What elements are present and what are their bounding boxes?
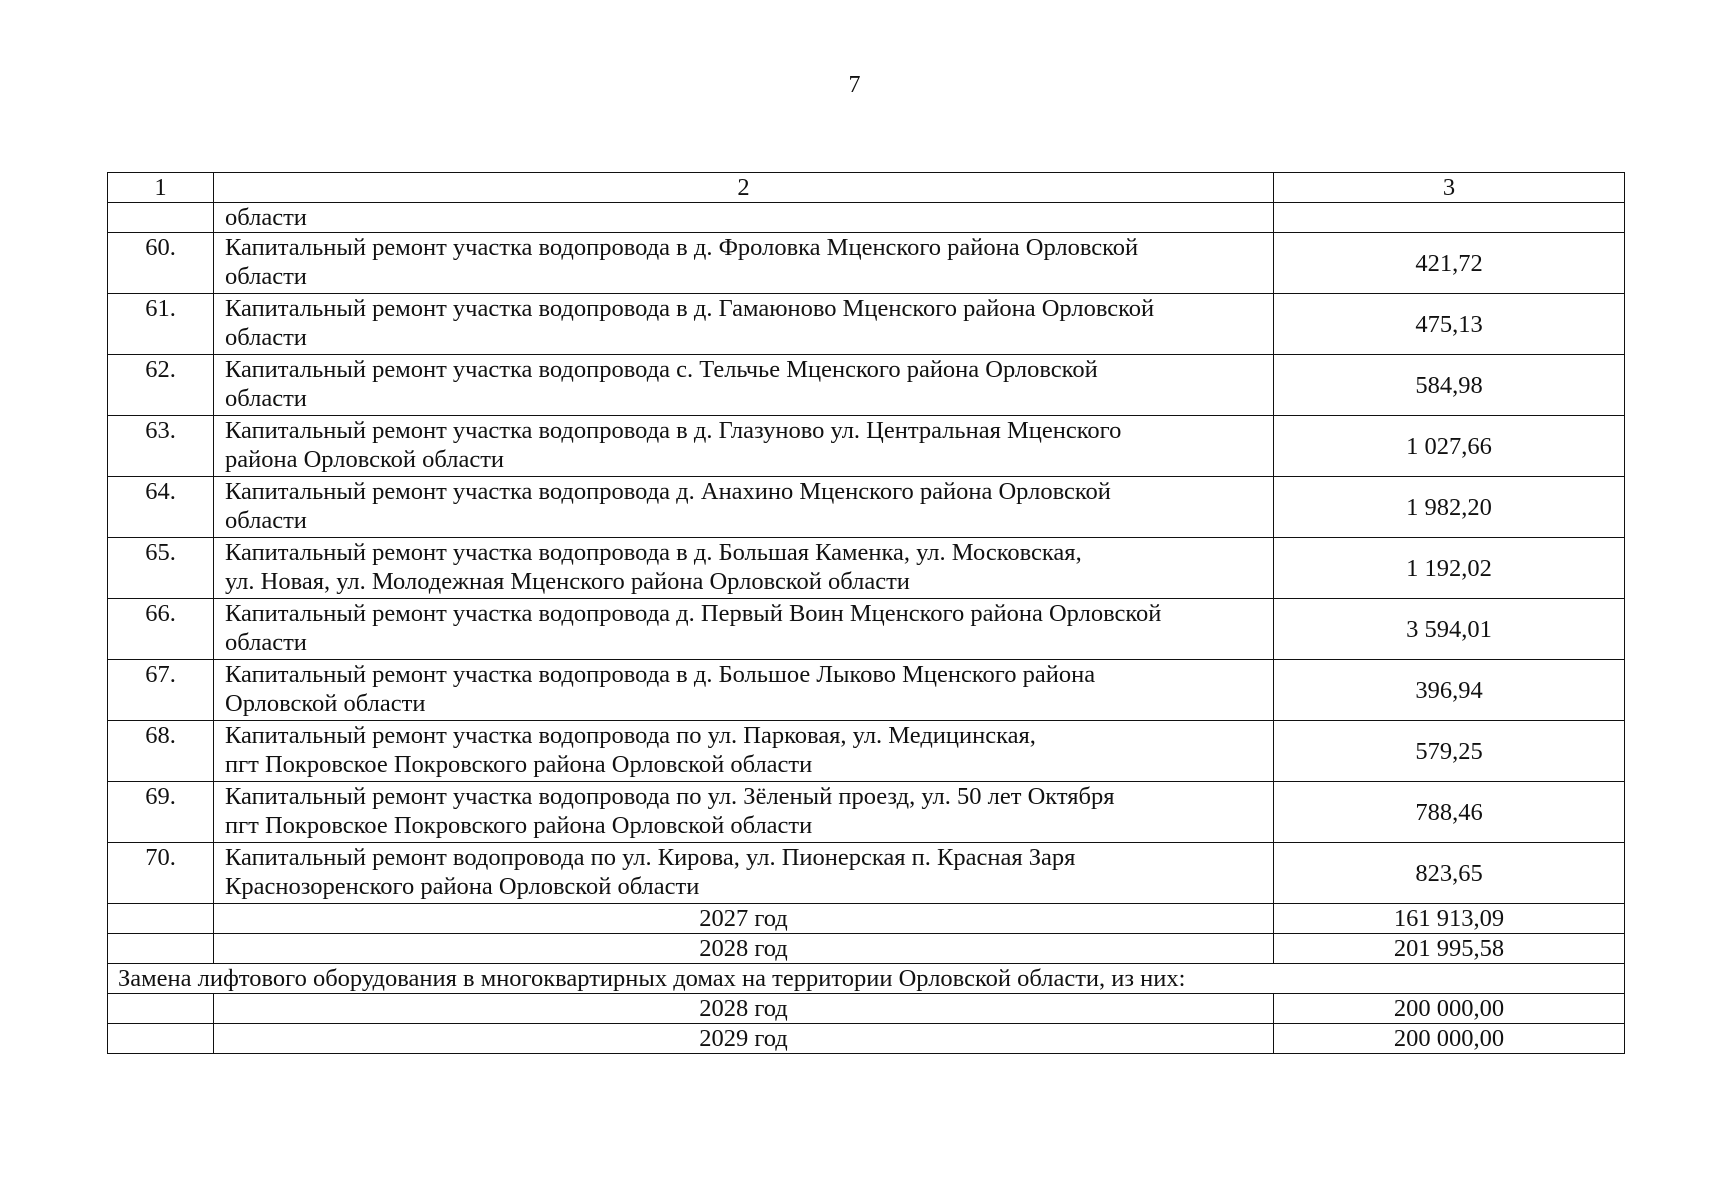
row-description: Капитальный ремонт участка водопровода в д. Большое Лыково Мценского района Орловской области <box>214 660 1274 721</box>
year-label: 2029 год <box>214 1024 1274 1054</box>
year-total-row <box>108 934 1625 964</box>
row-number: 65. <box>108 538 214 599</box>
year-value: 201 995,58 <box>1274 934 1625 964</box>
row-description: Капитальный ремонт участка водопровода в д. Большая Каменка, ул. Московская, ул. Новая, ул. Молодежная Мценского района Орловской области <box>214 538 1274 599</box>
row-number: 60. <box>108 233 214 294</box>
year-row-num-cell <box>108 904 214 934</box>
year-row-num-cell <box>108 1024 214 1054</box>
table-row <box>108 538 1625 599</box>
row-description: Капитальный ремонт участка водопровода д. Анахино Мценского района Орловской области <box>214 477 1274 538</box>
header-cell-3: 3 <box>1274 173 1625 203</box>
table-row <box>108 721 1625 782</box>
section-title-row <box>108 964 1625 994</box>
year-row-num-cell <box>108 994 214 1024</box>
year-row-num-cell <box>108 934 214 964</box>
table-row <box>108 782 1625 843</box>
table-row <box>108 599 1625 660</box>
year-value: 200 000,00 <box>1274 1024 1625 1054</box>
row-number: 69. <box>108 782 214 843</box>
row-value: 584,98 <box>1274 355 1625 416</box>
year-total-row <box>108 994 1625 1024</box>
row-value: 823,65 <box>1274 843 1625 904</box>
section-title: Замена лифтового оборудования в многоквартирных домах на территории Орловской области, из них: <box>108 964 1625 994</box>
year-value: 161 913,09 <box>1274 904 1625 934</box>
row-value: 788,46 <box>1274 782 1625 843</box>
row-description: Капитальный ремонт участка водопровода в д. Фроловка Мценского района Орловской области <box>214 233 1274 294</box>
row-value: 475,13 <box>1274 294 1625 355</box>
year-total-row <box>108 904 1625 934</box>
row-description: Капитальный ремонт участка водопровода по ул. Зёленый проезд, ул. 50 лет Октября пгт Покровское Покровского района Орловской области <box>214 782 1274 843</box>
header-cell-1: 1 <box>108 173 214 203</box>
row-value: 1 982,20 <box>1274 477 1625 538</box>
funding-table <box>107 172 1625 1054</box>
year-label: 2027 год <box>214 904 1274 934</box>
table-row <box>108 355 1625 416</box>
year-total-row <box>108 1024 1625 1054</box>
year-label: 2028 год <box>214 994 1274 1024</box>
continuation-num-cell <box>108 203 214 233</box>
row-number: 61. <box>108 294 214 355</box>
year-value: 200 000,00 <box>1274 994 1625 1024</box>
row-value: 3 594,01 <box>1274 599 1625 660</box>
continuation-text: области <box>214 203 1274 233</box>
table-row <box>108 843 1625 904</box>
row-number: 67. <box>108 660 214 721</box>
row-value: 1 192,02 <box>1274 538 1625 599</box>
row-number: 62. <box>108 355 214 416</box>
table-row <box>108 477 1625 538</box>
row-value: 579,25 <box>1274 721 1625 782</box>
row-description: Капитальный ремонт участка водопровода по ул. Парковая, ул. Медицинская, пгт Покровское Покровского района Орловской области <box>214 721 1274 782</box>
row-number: 70. <box>108 843 214 904</box>
row-description: Капитальный ремонт участка водопровода в д. Гамаюново Мценского района Орловской области <box>214 294 1274 355</box>
year-label: 2028 год <box>214 934 1274 964</box>
table-row <box>108 416 1625 477</box>
row-description: Капитальный ремонт участка водопровода д. Первый Воин Мценского района Орловской области <box>214 599 1274 660</box>
row-value: 1 027,66 <box>1274 416 1625 477</box>
header-cell-2: 2 <box>214 173 1274 203</box>
row-number: 66. <box>108 599 214 660</box>
row-number: 64. <box>108 477 214 538</box>
table-row <box>108 660 1625 721</box>
table-row <box>108 233 1625 294</box>
row-description: Капитальный ремонт участка водопровода с. Тельчье Мценского района Орловской области <box>214 355 1274 416</box>
continuation-row <box>108 203 1625 233</box>
table-row <box>108 294 1625 355</box>
page-number: 7 <box>848 72 861 98</box>
row-value: 421,72 <box>1274 233 1625 294</box>
row-number: 68. <box>108 721 214 782</box>
row-description: Капитальный ремонт участка водопровода в д. Глазуново ул. Центральная Мценского района Орловской области <box>214 416 1274 477</box>
row-number: 63. <box>108 416 214 477</box>
continuation-value-cell <box>1274 203 1625 233</box>
table-header-row <box>108 173 1625 203</box>
row-value: 396,94 <box>1274 660 1625 721</box>
row-description: Капитальный ремонт водопровода по ул. Кирова, ул. Пионерская п. Красная Заря Краснозоренского района Орловской области <box>214 843 1274 904</box>
